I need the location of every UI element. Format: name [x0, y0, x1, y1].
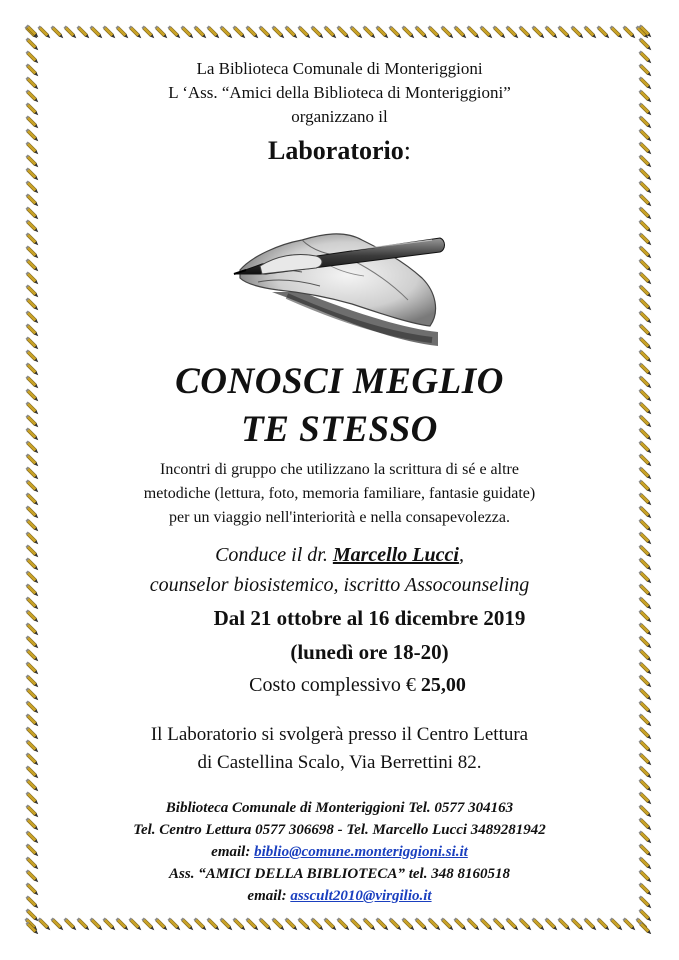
contact-library-phone: Biblioteca Comunale di Monteriggioni Tel. 0577 304163	[165, 800, 514, 816]
conduttore-prefix: Conduce il dr.	[215, 544, 333, 566]
laboratorio-heading	[48, 136, 631, 166]
pencil-border-bottom	[24, 916, 655, 934]
contact-association: Ass. “AMICI DELLA BIBLIOTECA” tel. 348 8160518	[169, 866, 510, 882]
association-email-link[interactable]: asscult2010@virgilio.it	[290, 888, 432, 904]
conduttore-role: counselor biosistemico, iscritto Assocounseling	[149, 574, 530, 596]
pencil-border-right	[637, 24, 655, 934]
title-line-2: TE STESSO	[241, 409, 438, 450]
contact-email-association	[48, 888, 631, 905]
organizer-verb: organizzano il	[291, 107, 388, 126]
laboratorio-colon: :	[403, 136, 411, 165]
contact-email-library	[48, 844, 631, 861]
description-line-3: per un viaggio nell'interiorità e nella consapevolezza.	[169, 509, 510, 526]
schedule-dates: Dal 21 ottobre al 16 dicembre 2019	[213, 606, 526, 630]
email-label: email:	[247, 888, 291, 904]
conduttore-line	[48, 544, 631, 567]
conduttore-suffix: ,	[458, 544, 464, 566]
hand-writing-pen-icon	[232, 200, 446, 348]
contact-phones: Tel. Centro Lettura 0577 306698 - Tel. Marcello Lucci 3489281942	[133, 822, 546, 838]
cost-label: Costo complessivo €	[249, 674, 421, 696]
description-line-2: metodiche (lettura, foto, memoria familiare, fantasie guidate)	[143, 485, 536, 502]
location-line-2: di Castellina Scalo, Via Berrettini 82.	[197, 752, 482, 773]
email-label: email:	[211, 844, 255, 860]
laboratorio-word: Laboratorio	[268, 136, 404, 165]
schedule-days: (lunedì ore 18-20)	[290, 640, 449, 664]
flyer	[48, 54, 631, 914]
organizer-library: La Biblioteca Comunale di Monteriggioni	[196, 59, 483, 78]
conduttore-name: Marcello Lucci	[332, 544, 459, 566]
pencil-border-left	[24, 24, 42, 934]
cost-amount: 25,00	[420, 674, 466, 696]
organizer-association: L ‘Ass. “Amici della Biblioteca di Monteriggioni”	[168, 83, 511, 102]
description-line-1: Incontri di gruppo che utilizzano la scrittura di sé e altre	[160, 461, 519, 478]
location-line-1: Il Laboratorio si svolgerà presso il Centro Lettura	[150, 724, 529, 745]
cost-line	[66, 674, 649, 697]
pencil-border-top	[24, 24, 655, 42]
title-line-1: CONOSCI MEGLIO	[175, 361, 504, 402]
library-email-link[interactable]: biblio@comune.monteriggioni.si.it	[254, 844, 468, 860]
